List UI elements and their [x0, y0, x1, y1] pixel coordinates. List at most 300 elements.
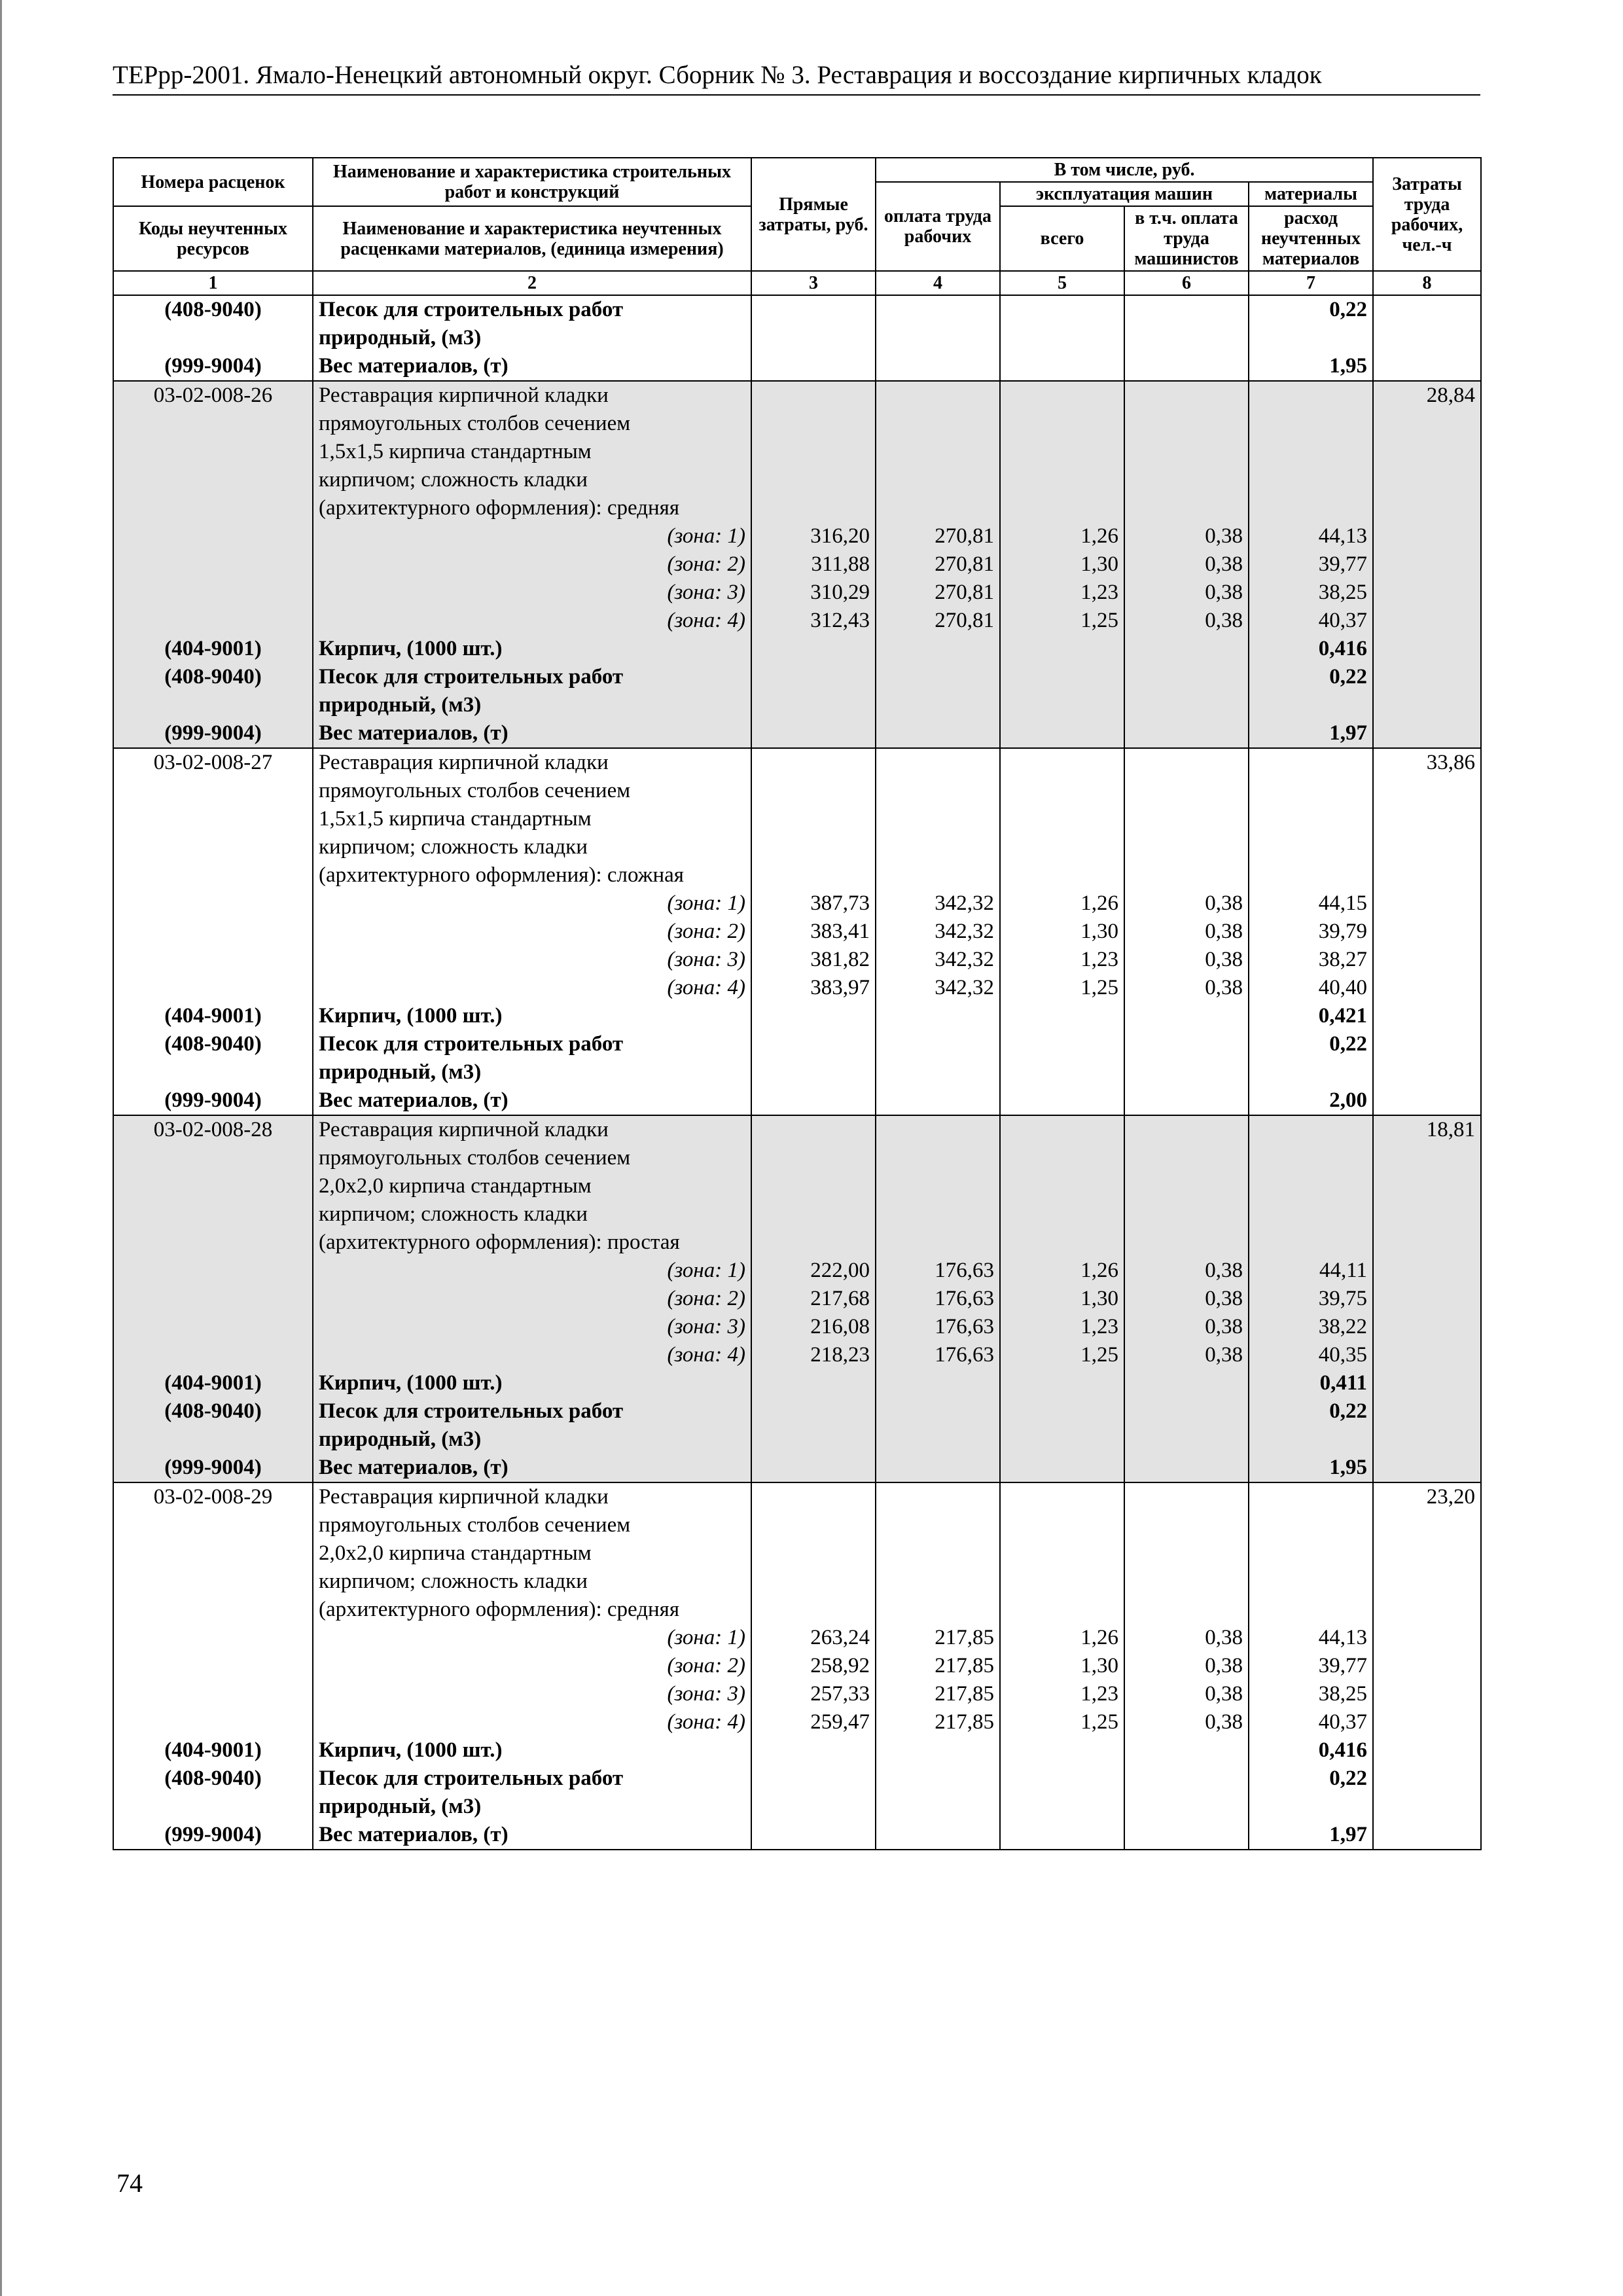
- machinist-wages-cell: [1124, 1397, 1249, 1426]
- materials-cell: 0,416: [1249, 635, 1373, 663]
- direct-cost-cell: [751, 1144, 876, 1172]
- table-row: [113, 1482, 1481, 1511]
- rate-code-cell: [113, 1200, 313, 1229]
- wages-cell: [876, 1454, 1000, 1482]
- machinist-wages-cell: 0,38: [1124, 1257, 1249, 1285]
- rate-code-cell: [113, 607, 313, 635]
- labor-cost-cell: [1373, 861, 1481, 889]
- direct-cost-cell: 316,20: [751, 522, 876, 550]
- machines-total-cell: 1,26: [1000, 1624, 1124, 1652]
- rate-code-cell: [113, 1568, 313, 1596]
- wages-cell: [876, 1765, 1000, 1793]
- rate-code-cell: 03-02-008-26: [113, 381, 313, 410]
- table-row: [113, 1369, 1481, 1397]
- machines-total-cell: 1,30: [1000, 550, 1124, 579]
- wages-cell: 217,85: [876, 1624, 1000, 1652]
- rate-code-cell: 03-02-008-28: [113, 1115, 313, 1144]
- materials-cell: 38,25: [1249, 579, 1373, 607]
- direct-cost-cell: [751, 1539, 876, 1568]
- materials-cell: [1249, 1539, 1373, 1568]
- materials-cell: 40,35: [1249, 1341, 1373, 1369]
- direct-cost-cell: [751, 691, 876, 719]
- work-name-cell: кирпичом; сложность кладки: [313, 1568, 751, 1596]
- labor-cost-cell: [1373, 1793, 1481, 1821]
- wages-cell: [876, 466, 1000, 494]
- materials-cell: [1249, 1596, 1373, 1624]
- zone-cell: (зона: 4): [313, 1341, 751, 1369]
- machinist-wages-cell: [1124, 352, 1249, 381]
- rate-code-cell: [113, 1511, 313, 1539]
- work-name-cell: прямоугольных столбов сечением: [313, 777, 751, 805]
- table-row: [113, 663, 1481, 691]
- work-name-cell: (архитектурного оформления): средняя: [313, 494, 751, 522]
- work-name-cell: прямоугольных столбов сечением: [313, 1144, 751, 1172]
- direct-cost-cell: 263,24: [751, 1624, 876, 1652]
- zone-cell: (зона: 4): [313, 1708, 751, 1736]
- wages-cell: 342,32: [876, 918, 1000, 946]
- machinist-wages-cell: [1124, 295, 1249, 324]
- work-name-cell: природный, (м3): [313, 691, 751, 719]
- labor-cost-cell: [1373, 1511, 1481, 1539]
- direct-cost-cell: [751, 1511, 876, 1539]
- direct-cost-cell: 387,73: [751, 889, 876, 918]
- col-number: 4: [876, 271, 1000, 295]
- machinist-wages-cell: [1124, 719, 1249, 748]
- wages-cell: [876, 635, 1000, 663]
- labor-cost-cell: [1373, 1058, 1481, 1086]
- machinist-wages-cell: [1124, 1002, 1249, 1030]
- materials-cell: 1,95: [1249, 352, 1373, 381]
- materials-cell: [1249, 691, 1373, 719]
- machines-total-cell: 1,25: [1000, 1708, 1124, 1736]
- labor-cost-cell: [1373, 1397, 1481, 1426]
- materials-cell: 39,79: [1249, 918, 1373, 946]
- materials-cell: [1249, 1511, 1373, 1539]
- machinist-wages-cell: [1124, 805, 1249, 833]
- materials-cell: 40,37: [1249, 607, 1373, 635]
- rate-code-cell: [113, 1652, 313, 1680]
- wages-cell: [876, 719, 1000, 748]
- rate-code-cell: [113, 1426, 313, 1454]
- machines-total-cell: [1000, 719, 1124, 748]
- machines-total-cell: 1,26: [1000, 522, 1124, 550]
- labor-cost-cell: [1373, 1002, 1481, 1030]
- direct-cost-cell: [751, 635, 876, 663]
- materials-cell: 0,411: [1249, 1369, 1373, 1397]
- direct-cost-cell: [751, 861, 876, 889]
- table-row: [113, 861, 1481, 889]
- materials-cell: [1249, 777, 1373, 805]
- machinist-wages-cell: 0,38: [1124, 1708, 1249, 1736]
- materials-cell: [1249, 861, 1373, 889]
- machines-total-cell: [1000, 1369, 1124, 1397]
- labor-cost-cell: [1373, 1426, 1481, 1454]
- table-row: [113, 1341, 1481, 1369]
- wages-cell: 176,63: [876, 1257, 1000, 1285]
- materials-cell: 44,13: [1249, 1624, 1373, 1652]
- work-name-cell: Кирпич, (1000 шт.): [313, 1736, 751, 1765]
- machines-total-cell: [1000, 438, 1124, 466]
- zone-cell: (зона: 4): [313, 974, 751, 1002]
- direct-cost-cell: [751, 1369, 876, 1397]
- direct-cost-cell: 257,33: [751, 1680, 876, 1708]
- direct-cost-cell: [751, 1568, 876, 1596]
- wages-cell: [876, 1397, 1000, 1426]
- direct-cost-cell: [751, 466, 876, 494]
- machinist-wages-cell: [1124, 1482, 1249, 1511]
- work-name-cell: природный, (м3): [313, 324, 751, 352]
- table-row: [113, 1539, 1481, 1568]
- col-number: 8: [1373, 271, 1481, 295]
- materials-cell: [1249, 1426, 1373, 1454]
- labor-cost-cell: [1373, 889, 1481, 918]
- direct-cost-cell: 217,68: [751, 1285, 876, 1313]
- rate-code-cell: [113, 1229, 313, 1257]
- work-name-cell: Песок для строительных работ: [313, 663, 751, 691]
- header-wages: оплата труда рабочих: [876, 182, 1000, 271]
- materials-cell: [1249, 438, 1373, 466]
- labor-cost-cell: 28,84: [1373, 381, 1481, 410]
- direct-cost-cell: [751, 1058, 876, 1086]
- rate-code-cell: (404-9001): [113, 635, 313, 663]
- wages-cell: [876, 691, 1000, 719]
- rate-code-cell: [113, 1144, 313, 1172]
- header-rate-numbers: Номера расценок: [113, 158, 313, 206]
- machinist-wages-cell: 0,38: [1124, 974, 1249, 1002]
- table-row: [113, 1624, 1481, 1652]
- table-row: [113, 1229, 1481, 1257]
- direct-cost-cell: 216,08: [751, 1313, 876, 1341]
- materials-cell: [1249, 833, 1373, 861]
- labor-cost-cell: [1373, 1539, 1481, 1568]
- materials-cell: 38,22: [1249, 1313, 1373, 1341]
- table-row: [113, 494, 1481, 522]
- machinist-wages-cell: [1124, 1229, 1249, 1257]
- table-row: [113, 918, 1481, 946]
- zone-cell: (зона: 3): [313, 1680, 751, 1708]
- materials-cell: 2,00: [1249, 1086, 1373, 1115]
- materials-cell: [1249, 466, 1373, 494]
- wages-cell: [876, 833, 1000, 861]
- machines-total-cell: [1000, 663, 1124, 691]
- wages-cell: 217,85: [876, 1708, 1000, 1736]
- rate-code-cell: [113, 833, 313, 861]
- rate-code-cell: (999-9004): [113, 719, 313, 748]
- table-row: [113, 1821, 1481, 1850]
- wages-cell: [876, 1086, 1000, 1115]
- machines-total-cell: [1000, 1765, 1124, 1793]
- machinist-wages-cell: [1124, 1765, 1249, 1793]
- rate-code-cell: [113, 861, 313, 889]
- materials-cell: [1249, 805, 1373, 833]
- machinist-wages-cell: [1124, 1369, 1249, 1397]
- table-row: [113, 1200, 1481, 1229]
- table-row: [113, 1058, 1481, 1086]
- rate-code-cell: (408-9040): [113, 295, 313, 324]
- direct-cost-cell: [751, 410, 876, 438]
- machinist-wages-cell: 0,38: [1124, 918, 1249, 946]
- materials-cell: 0,22: [1249, 1397, 1373, 1426]
- wages-cell: [876, 1793, 1000, 1821]
- table-row: [113, 295, 1481, 324]
- work-name-cell: Реставрация кирпичной кладки: [313, 1482, 751, 1511]
- materials-cell: 39,77: [1249, 550, 1373, 579]
- machines-total-cell: [1000, 1454, 1124, 1482]
- header-materials: материалы: [1249, 182, 1373, 206]
- header-direct-costs: Прямые затраты, руб.: [751, 158, 876, 271]
- page-number: 74: [116, 2168, 143, 2198]
- work-name-cell: Вес материалов, (т): [313, 1821, 751, 1850]
- rate-code-cell: [113, 1680, 313, 1708]
- materials-cell: 38,25: [1249, 1680, 1373, 1708]
- rate-code-cell: [113, 777, 313, 805]
- direct-cost-cell: [751, 1482, 876, 1511]
- direct-cost-cell: [751, 719, 876, 748]
- labor-cost-cell: [1373, 833, 1481, 861]
- rate-code-cell: (408-9040): [113, 663, 313, 691]
- labor-cost-cell: [1373, 1369, 1481, 1397]
- work-name-cell: Песок для строительных работ: [313, 1030, 751, 1058]
- table-row: [113, 1793, 1481, 1821]
- direct-cost-cell: [751, 1229, 876, 1257]
- direct-cost-cell: [751, 1596, 876, 1624]
- wages-cell: [876, 295, 1000, 324]
- machines-total-cell: [1000, 1144, 1124, 1172]
- zone-cell: (зона: 2): [313, 550, 751, 579]
- wages-cell: [876, 352, 1000, 381]
- work-name-cell: Кирпич, (1000 шт.): [313, 1002, 751, 1030]
- direct-cost-cell: 311,88: [751, 550, 876, 579]
- wages-cell: [876, 1144, 1000, 1172]
- wages-cell: [876, 1482, 1000, 1511]
- machines-total-cell: [1000, 1200, 1124, 1229]
- wages-cell: [876, 1568, 1000, 1596]
- labor-cost-cell: [1373, 1257, 1481, 1285]
- rate-code-cell: 03-02-008-29: [113, 1482, 313, 1511]
- machines-total-cell: [1000, 381, 1124, 410]
- materials-cell: 1,97: [1249, 1821, 1373, 1850]
- header-labor-costs: Затраты труда рабочих, чел.-ч: [1373, 158, 1481, 271]
- machines-total-cell: 1,23: [1000, 579, 1124, 607]
- materials-cell: [1249, 1229, 1373, 1257]
- materials-cell: 0,421: [1249, 1002, 1373, 1030]
- table-row: [113, 889, 1481, 918]
- work-name-cell: кирпичом; сложность кладки: [313, 466, 751, 494]
- labor-cost-cell: [1373, 1285, 1481, 1313]
- rate-code-cell: (999-9004): [113, 1086, 313, 1115]
- work-name-cell: прямоугольных столбов сечением: [313, 410, 751, 438]
- labor-cost-cell: [1373, 691, 1481, 719]
- machines-total-cell: [1000, 466, 1124, 494]
- wages-cell: [876, 410, 1000, 438]
- header-resource-codes: Коды неучтенных ресурсов: [113, 206, 313, 271]
- work-name-cell: (архитектурного оформления): средняя: [313, 1596, 751, 1624]
- direct-cost-cell: [751, 1200, 876, 1229]
- labor-cost-cell: [1373, 352, 1481, 381]
- materials-cell: [1249, 410, 1373, 438]
- work-name-cell: Реставрация кирпичной кладки: [313, 1115, 751, 1144]
- wages-cell: [876, 1058, 1000, 1086]
- direct-cost-cell: [751, 805, 876, 833]
- machines-total-cell: [1000, 861, 1124, 889]
- zone-cell: (зона: 1): [313, 522, 751, 550]
- rate-code-cell: [113, 1058, 313, 1086]
- labor-cost-cell: [1373, 719, 1481, 748]
- direct-cost-cell: 381,82: [751, 946, 876, 974]
- table-row: [113, 635, 1481, 663]
- work-name-cell: (архитектурного оформления): простая: [313, 1229, 751, 1257]
- wages-cell: [876, 748, 1000, 777]
- table-row: [113, 1708, 1481, 1736]
- running-header: ТЕРрр-2001. Ямало-Ненецкий автономный округ. Сборник № 3. Реставрация и воссоздание кирпичных кладок: [113, 60, 1480, 96]
- direct-cost-cell: [751, 748, 876, 777]
- direct-cost-cell: [751, 1736, 876, 1765]
- labor-cost-cell: [1373, 1144, 1481, 1172]
- machines-total-cell: [1000, 410, 1124, 438]
- table-row: [113, 1086, 1481, 1115]
- machinist-wages-cell: [1124, 691, 1249, 719]
- materials-cell: 38,27: [1249, 946, 1373, 974]
- table-row: [113, 777, 1481, 805]
- machinist-wages-cell: [1124, 635, 1249, 663]
- machinist-wages-cell: [1124, 1793, 1249, 1821]
- col-number: 3: [751, 271, 876, 295]
- wages-cell: [876, 1115, 1000, 1144]
- machines-total-cell: [1000, 1568, 1124, 1596]
- header-machinist-wages: в т.ч. оплата труда машинистов: [1124, 206, 1249, 271]
- machines-total-cell: [1000, 1058, 1124, 1086]
- work-name-cell: природный, (м3): [313, 1793, 751, 1821]
- direct-cost-cell: [751, 324, 876, 352]
- machinist-wages-cell: [1124, 1511, 1249, 1539]
- rate-code-cell: [113, 1285, 313, 1313]
- direct-cost-cell: [751, 381, 876, 410]
- labor-cost-cell: [1373, 663, 1481, 691]
- materials-cell: 39,77: [1249, 1652, 1373, 1680]
- wages-cell: [876, 777, 1000, 805]
- work-name-cell: Вес материалов, (т): [313, 719, 751, 748]
- rate-code-cell: [113, 974, 313, 1002]
- rate-code-cell: [113, 466, 313, 494]
- materials-cell: 0,22: [1249, 663, 1373, 691]
- zone-cell: (зона: 1): [313, 1257, 751, 1285]
- materials-cell: [1249, 1568, 1373, 1596]
- labor-cost-cell: [1373, 324, 1481, 352]
- labor-cost-cell: [1373, 494, 1481, 522]
- machinist-wages-cell: [1124, 1821, 1249, 1850]
- labor-cost-cell: [1373, 579, 1481, 607]
- labor-cost-cell: [1373, 1624, 1481, 1652]
- rate-code-cell: [113, 522, 313, 550]
- rate-code-cell: (408-9040): [113, 1765, 313, 1793]
- table-row: [113, 1596, 1481, 1624]
- wages-cell: [876, 1596, 1000, 1624]
- rate-code-cell: [113, 324, 313, 352]
- machinist-wages-cell: [1124, 1568, 1249, 1596]
- table-row: [113, 352, 1481, 381]
- machines-total-cell: [1000, 1511, 1124, 1539]
- table-row: [113, 1030, 1481, 1058]
- direct-cost-cell: [751, 494, 876, 522]
- rate-code-cell: [113, 579, 313, 607]
- work-name-cell: Вес материалов, (т): [313, 1086, 751, 1115]
- machines-total-cell: [1000, 1229, 1124, 1257]
- table-row: [113, 410, 1481, 438]
- rate-code-cell: [113, 946, 313, 974]
- table-row: [113, 381, 1481, 410]
- rate-code-cell: (999-9004): [113, 1821, 313, 1850]
- direct-cost-cell: [751, 1793, 876, 1821]
- direct-cost-cell: 310,29: [751, 579, 876, 607]
- wages-cell: 176,63: [876, 1285, 1000, 1313]
- table-row: [113, 1313, 1481, 1341]
- table-row: [113, 691, 1481, 719]
- work-name-cell: Песок для строительных работ: [313, 1765, 751, 1793]
- machinist-wages-cell: [1124, 1426, 1249, 1454]
- wages-cell: 342,32: [876, 974, 1000, 1002]
- machinist-wages-cell: [1124, 1454, 1249, 1482]
- rate-code-cell: (408-9040): [113, 1397, 313, 1426]
- work-name-cell: Кирпич, (1000 шт.): [313, 635, 751, 663]
- machinist-wages-cell: [1124, 324, 1249, 352]
- machines-total-cell: [1000, 352, 1124, 381]
- table-row: [113, 579, 1481, 607]
- machinist-wages-cell: [1124, 861, 1249, 889]
- direct-cost-cell: [751, 1454, 876, 1482]
- machinist-wages-cell: [1124, 1200, 1249, 1229]
- wages-cell: [876, 494, 1000, 522]
- wages-cell: [876, 1736, 1000, 1765]
- table-row: [113, 1765, 1481, 1793]
- labor-cost-cell: [1373, 466, 1481, 494]
- col-number: 2: [313, 271, 751, 295]
- rate-code-cell: [113, 1596, 313, 1624]
- work-name-cell: (архитектурного оформления): сложная: [313, 861, 751, 889]
- machines-total-cell: 1,23: [1000, 1313, 1124, 1341]
- direct-cost-cell: [751, 352, 876, 381]
- materials-cell: 0,22: [1249, 1030, 1373, 1058]
- wages-cell: [876, 663, 1000, 691]
- table-row: [113, 1736, 1481, 1765]
- work-name-cell: кирпичом; сложность кладки: [313, 1200, 751, 1229]
- work-name-cell: прямоугольных столбов сечением: [313, 1511, 751, 1539]
- rate-code-cell: [113, 550, 313, 579]
- wages-cell: [876, 1172, 1000, 1200]
- direct-cost-cell: 383,97: [751, 974, 876, 1002]
- work-name-cell: 1,5х1,5 кирпича стандартным: [313, 805, 751, 833]
- work-name-cell: Кирпич, (1000 шт.): [313, 1369, 751, 1397]
- table-row: [113, 522, 1481, 550]
- rate-code-cell: (404-9001): [113, 1002, 313, 1030]
- work-name-cell: Песок для строительных работ: [313, 295, 751, 324]
- machinist-wages-cell: [1124, 1539, 1249, 1568]
- rate-code-cell: [113, 691, 313, 719]
- rate-code-cell: [113, 1708, 313, 1736]
- materials-cell: [1249, 748, 1373, 777]
- rate-code-cell: [113, 410, 313, 438]
- materials-cell: [1249, 1172, 1373, 1200]
- table-row: [113, 1568, 1481, 1596]
- table-row: [113, 466, 1481, 494]
- wages-cell: [876, 1229, 1000, 1257]
- machinist-wages-cell: [1124, 1030, 1249, 1058]
- machinist-wages-cell: 0,38: [1124, 1285, 1249, 1313]
- header-material-consumption: расход неучтенных материалов: [1249, 206, 1373, 271]
- wages-cell: [876, 1200, 1000, 1229]
- work-name-cell: природный, (м3): [313, 1058, 751, 1086]
- labor-cost-cell: [1373, 410, 1481, 438]
- machines-total-cell: [1000, 1030, 1124, 1058]
